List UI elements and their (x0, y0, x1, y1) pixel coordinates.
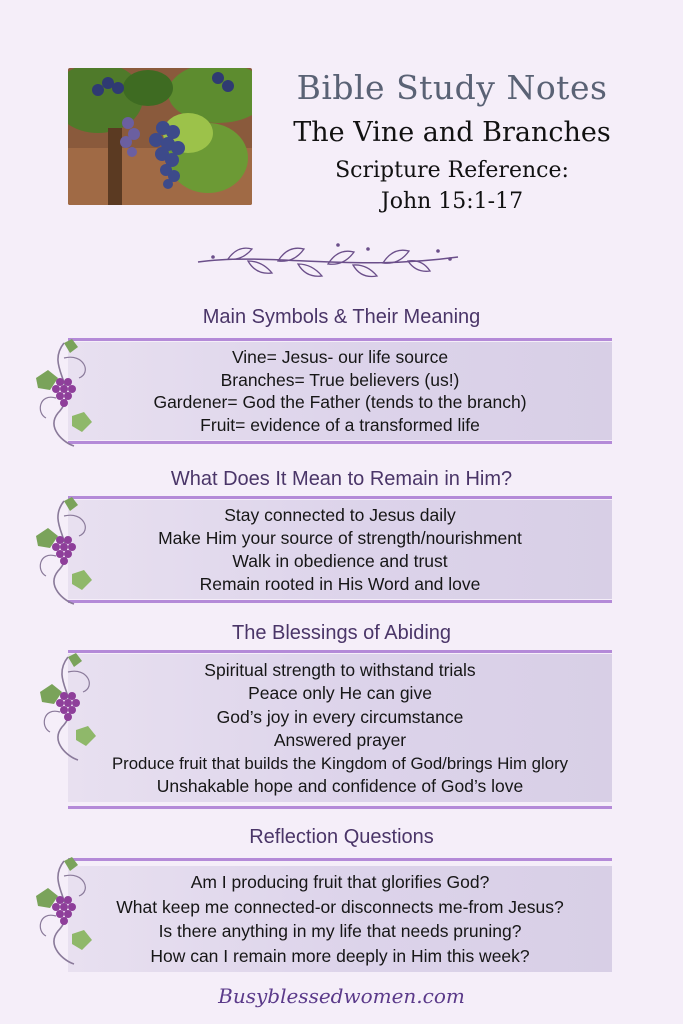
list-item: Produce fruit that builds the Kingdom of God/brings Him glory (111, 753, 569, 773)
grape-vine-image (68, 68, 252, 205)
section-box-remain (68, 500, 612, 599)
list-item: Make Him your source of strength/nourishment (158, 528, 522, 549)
grape-vine-icon (34, 338, 98, 450)
list-item: Walk in obedience and trust (232, 550, 448, 571)
section-rule (68, 441, 612, 444)
section-heading-remain: What Does It Mean to Remain in Him? (170, 468, 513, 490)
section-box-reflection (68, 866, 612, 972)
list-item: Stay connected to Jesus daily (224, 505, 456, 526)
section-rule (68, 496, 612, 499)
grape-vine-icon (38, 652, 102, 764)
grape-vine-icon (34, 856, 98, 968)
section-heading-symbols: Main Symbols & Their Meaning (202, 306, 481, 328)
section-box-blessings (68, 654, 612, 802)
section-heading-reflection: Reflection Questions (249, 826, 434, 848)
list-item: Answered prayer (273, 730, 407, 751)
section-rule (68, 806, 612, 809)
list-item: Vine= Jesus- our life source (231, 347, 449, 368)
scripture-reference-label: Scripture Reference: (335, 158, 569, 183)
list-item: Remain rooted in His Word and love (199, 573, 481, 594)
section-rule (68, 600, 612, 603)
page-subtitle: The Vine and Branches (293, 117, 611, 148)
section-heading-blessings: The Blessings of Abiding (231, 622, 452, 644)
list-item: Gardener= God the Father (tends to the branch) (153, 392, 527, 413)
list-item: Spiritual strength to withstand trials (204, 659, 476, 680)
section-rule (68, 650, 612, 653)
scripture-reference-value: John 15:1-17 (380, 189, 524, 214)
list-item: What keep me connected-or disconnects me-from Jesus? (116, 896, 564, 917)
grape-vine-photo (68, 68, 252, 205)
section-rule (68, 858, 612, 861)
page-title: Bible Study Notes (296, 68, 608, 107)
title-block (262, 64, 642, 214)
section-box-symbols (68, 342, 612, 440)
list-item: Branches= True believers (us!) (220, 369, 460, 390)
list-item: Am I producing fruit that glorifies God? (190, 872, 490, 893)
leaf-divider-icon (188, 237, 468, 287)
list-item: How can I remain more deeply in Him this week? (150, 945, 530, 966)
list-item: Peace only He can give (248, 683, 432, 704)
grape-vine-icon (34, 496, 98, 608)
list-item: Is there anything in my life that needs pruning? (158, 921, 522, 942)
footer-site-link[interactable]: Busyblessedwomen.com (218, 984, 465, 1008)
list-item: Fruit= evidence of a transformed life (200, 414, 480, 435)
list-item: Unshakable hope and confidence of God’s love (156, 776, 524, 797)
section-rule (68, 338, 612, 341)
list-item: God’s joy in every circumstance (216, 706, 464, 727)
